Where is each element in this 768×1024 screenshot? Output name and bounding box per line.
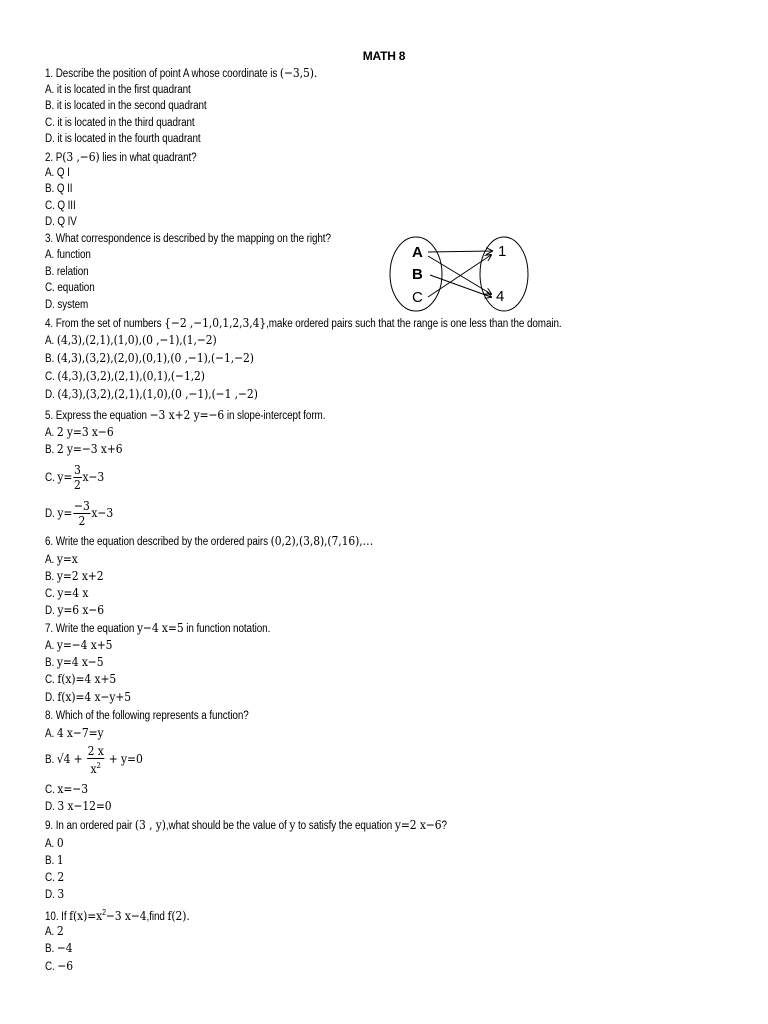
q8-stem: 8. Which of the following represents a function? bbox=[45, 710, 249, 722]
q5-stem: 5. Express the equation −3 x+2 y=−6 in slope-intercept form. bbox=[45, 407, 326, 422]
page-title: MATH 8 bbox=[362, 49, 406, 63]
q4-option-a: A. (4,3),(2,1),(1,0),(0 ,−1),(1,−2) bbox=[45, 332, 217, 347]
q2-option-a: A. Q I bbox=[45, 167, 70, 179]
q3-option-b: B. relation bbox=[45, 266, 89, 278]
arrow-b-to-4 bbox=[430, 275, 491, 297]
q9-option-d: D. 3 bbox=[45, 886, 65, 901]
q1-option-d: D. it is located in the fourth quadrant bbox=[45, 133, 201, 145]
q2-option-c: C. Q III bbox=[45, 200, 76, 212]
q2-stem: 2. P(3 ,−6) lies in what quadrant? bbox=[45, 149, 197, 164]
q1-coordinate: (−3,5). bbox=[279, 65, 318, 80]
q10-option-c: C. −6 bbox=[45, 958, 74, 973]
q6-option-d: D. y=6 x−6 bbox=[45, 602, 105, 617]
q7-option-d: D. f(x)=4 x−y+5 bbox=[45, 689, 132, 704]
q9-option-a: A. 0 bbox=[45, 835, 64, 850]
q5-option-b: B. 2 y=−3 x+6 bbox=[45, 441, 123, 456]
q5-option-d: D. y= $\frac{-3}{2}$ x−3 bbox=[45, 498, 114, 529]
q1-stem: 1. Describe the position of point A whose coordinate is (−3,5). bbox=[45, 65, 318, 80]
q6-ordered-pairs: (0,2),(3,8),(7,16),… bbox=[270, 533, 374, 548]
q8-option-d: D. 3 x−12=0 bbox=[45, 798, 112, 813]
q6-option-a: A. y=x bbox=[45, 551, 78, 566]
mapping-diagram bbox=[388, 235, 534, 313]
q10-option-a: A. 2 bbox=[45, 923, 64, 938]
q6-option-c: C. y=4 x bbox=[45, 585, 89, 600]
q5-c-fraction: $\frac{3}{2}$ bbox=[74, 462, 81, 493]
q8-b-fraction: $\frac{2 x}{x^2}$ bbox=[87, 743, 104, 777]
q1-option-b: B. it is located in the second quadrant bbox=[45, 100, 207, 112]
range-element-1: 1 bbox=[498, 243, 507, 260]
q3-option-c: C. equation bbox=[45, 282, 95, 294]
q5-option-a: A. 2 y=3 x−6 bbox=[45, 424, 114, 439]
q3-option-d: D. system bbox=[45, 299, 89, 311]
q8-option-c: C. x=−3 bbox=[45, 781, 88, 796]
q4-stem: 4. From the set of numbers {−2 ,−1,0,1,2,3,4},make ordered pairs such that the range is one less than the domain. bbox=[45, 315, 562, 330]
q7-option-c: C. f(x)=4 x+5 bbox=[45, 671, 117, 686]
q7-option-b: B. y=4 x−5 bbox=[45, 654, 104, 669]
q4-number-set: {−2 ,−1,0,1,2,3,4} bbox=[164, 315, 267, 330]
q5-equation: −3 x+2 y=−6 bbox=[149, 407, 225, 422]
q5-option-c: C. y= $\frac{3}{2}$ x−3 bbox=[45, 462, 105, 493]
q8-option-a: A. 4 x−7=y bbox=[45, 725, 104, 740]
q8-option-b: B. √4 + $\frac{2 x}{x^2}$ + y=0 bbox=[45, 743, 143, 777]
domain-element-b: B bbox=[412, 266, 423, 283]
q3-option-a: A. function bbox=[45, 249, 91, 261]
domain-element-c: C bbox=[412, 289, 423, 306]
q10-stem: 10. If $f(x)=x^2-3$ x−4,find f(2). bbox=[45, 907, 190, 923]
q2-option-d: D. Q IV bbox=[45, 216, 77, 228]
q7-equation: y−4 x=5 bbox=[136, 620, 184, 635]
q1-option-a: A. it is located in the first quadrant bbox=[45, 84, 191, 96]
q3-stem: 3. What correspondence is described by the mapping on the right? bbox=[45, 233, 331, 245]
q6-stem: 6. Write the equation described by the ordered pairs (0,2),(3,8),(7,16),… bbox=[45, 533, 374, 548]
q10-option-b: B. −4 bbox=[45, 940, 73, 955]
q9-stem: 9. In an ordered pair (3 , y),what should be the value of y to satisfy the equation y=2 x−6? bbox=[45, 817, 447, 832]
arrow-a-to-1 bbox=[428, 251, 492, 252]
q6-option-b: B. y=2 x+2 bbox=[45, 568, 104, 583]
q2-option-b: B. Q II bbox=[45, 183, 73, 195]
q2-point: (3 ,−6) bbox=[62, 149, 100, 164]
q7-option-a: A. y=−4 x+5 bbox=[45, 637, 113, 652]
q4-option-c: C. (4,3),(3,2),(2,1),(0,1),(−1,2) bbox=[45, 368, 205, 383]
range-element-4: 4 bbox=[496, 288, 505, 305]
q5-d-fraction: $\frac{-3}{2}$ bbox=[74, 498, 90, 529]
q7-stem: 7. Write the equation y−4 x=5 in function notation. bbox=[45, 620, 271, 635]
domain-element-a: A bbox=[412, 244, 423, 261]
q4-option-d: D. (4,3),(3,2),(2,1),(1,0),(0 ,−1),(−1 ,−2) bbox=[45, 386, 258, 401]
q4-option-b: B. (4,3),(3,2),(2,0),(0,1),(0 ,−1),(−1,−2) bbox=[45, 350, 254, 365]
q9-option-b: B. 1 bbox=[45, 852, 64, 867]
q9-option-c: C. 2 bbox=[45, 869, 65, 884]
q1-option-c: C. it is located in the third quadrant bbox=[45, 117, 195, 129]
